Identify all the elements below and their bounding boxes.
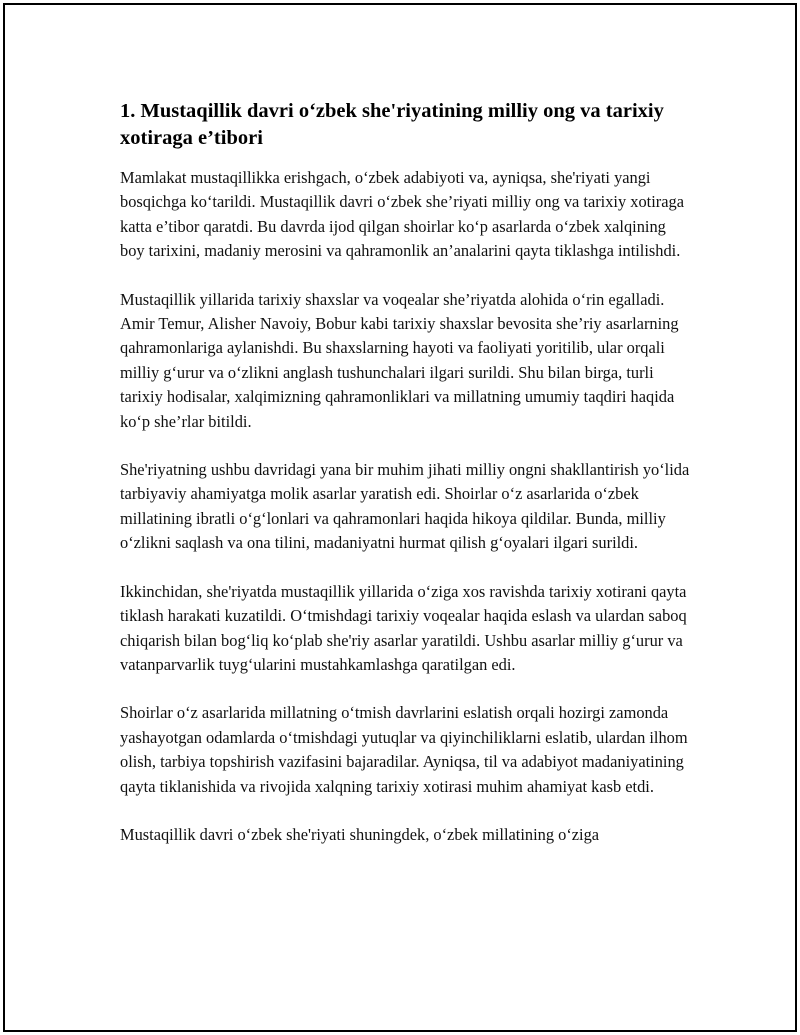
paragraph-3: She'riyatning ushbu davridagi yana bir muhim jihati milliy ongni shakllantirish yo‘lida tarbiyaviy ahamiyatga molik asarlar yaratish edi. Shoirlar o‘z asarlarida o‘zbek millatining ibratli o‘g‘lonlari va qahramonlari haqida hikoya qildilar. Bunda, milliy o‘zlikni saqlash va ona tilini, madaniyatni hurmat qilish g‘oyalari ilgari surildi. <box>120 460 690 553</box>
paragraph-5: Shoirlar o‘z asarlarida millatning o‘tmish davrlarini eslatish orqali hozirgi zamonda yashayotgan odamlarda o‘tmishdagi yutuqlar va qiyinchiliklarni eslatib, ulardan ilhom olish, tarbiya topshirish vazifasini bajaradilar. Ayniqsa, til va adabiyot madaniyatining qayta tiklanishida va rivojida xalqning tarixiy xotirasi muhim ahamiyat kasb etdi. <box>120 703 688 796</box>
paragraph-6: Mustaqillik davri o‘zbek she'riyati shuningdek, o‘zbek millatining o‘ziga <box>120 824 600 844</box>
paragraph-1: Mamlakat mustaqillikka erishgach, o‘zbek adabiyoti va, ayniqsa, she'riyati yangi bosqichga ko‘tarildi. Mustaqillik davri o‘zbek she’riyati milliy ong va tarixiy xotiraga katta e’tibor qaratdi. Bu davrda ijod qilgan shoirlar ko‘p asarlarda o‘zbek xalqining boy tarixini, madaniy merosini va qahramonlik an’analarini qayta tiklashga intilishdi. <box>120 168 684 261</box>
paragraph-4: Ikkinchidan, she'riyatda mustaqillik yillarida o‘ziga xos ravishda tarixiy xotirani qayta tiklash harakati kuzatildi. O‘tmishdagi tarixiy voqealar haqida eslash va ulardan saboq chiqarish bilan bog‘liq ko‘plab she'riy asarlar yaratildi. Ushbu asarlar milliy g‘urur va vatanparvarlik tuyg‘ularini mustahkamlashga qaratilgan edi. <box>120 581 687 674</box>
document-body <box>120 98 690 871</box>
document-page <box>3 3 797 1032</box>
section-heading: 1. Mustaqillik davri o‘zbek she'riyatining milliy ong va tarixiy xotiraga e’tibori <box>120 100 664 149</box>
paragraph-2: Mustaqillik yillarida tarixiy shaxslar va voqealar she’riyatda alohida o‘rin egalladi. Amir Temur, Alisher Navoiy, Bobur kabi tarixiy shaxslar bevosita she’riy asarlarning qahramonlariga aylanishdi. Bu shaxslarning hayoti va faoliyati yoritilib, ular orqali milliy g‘urur va o‘zlikni anglash tushunchalari ilgari surildi. Shu bilan birga, turli tarixiy hodisalar, xalqimizning qahramonliklari va millatning umumiy taqdiri haqida ko‘p she’rlar bitildi. <box>120 289 679 431</box>
